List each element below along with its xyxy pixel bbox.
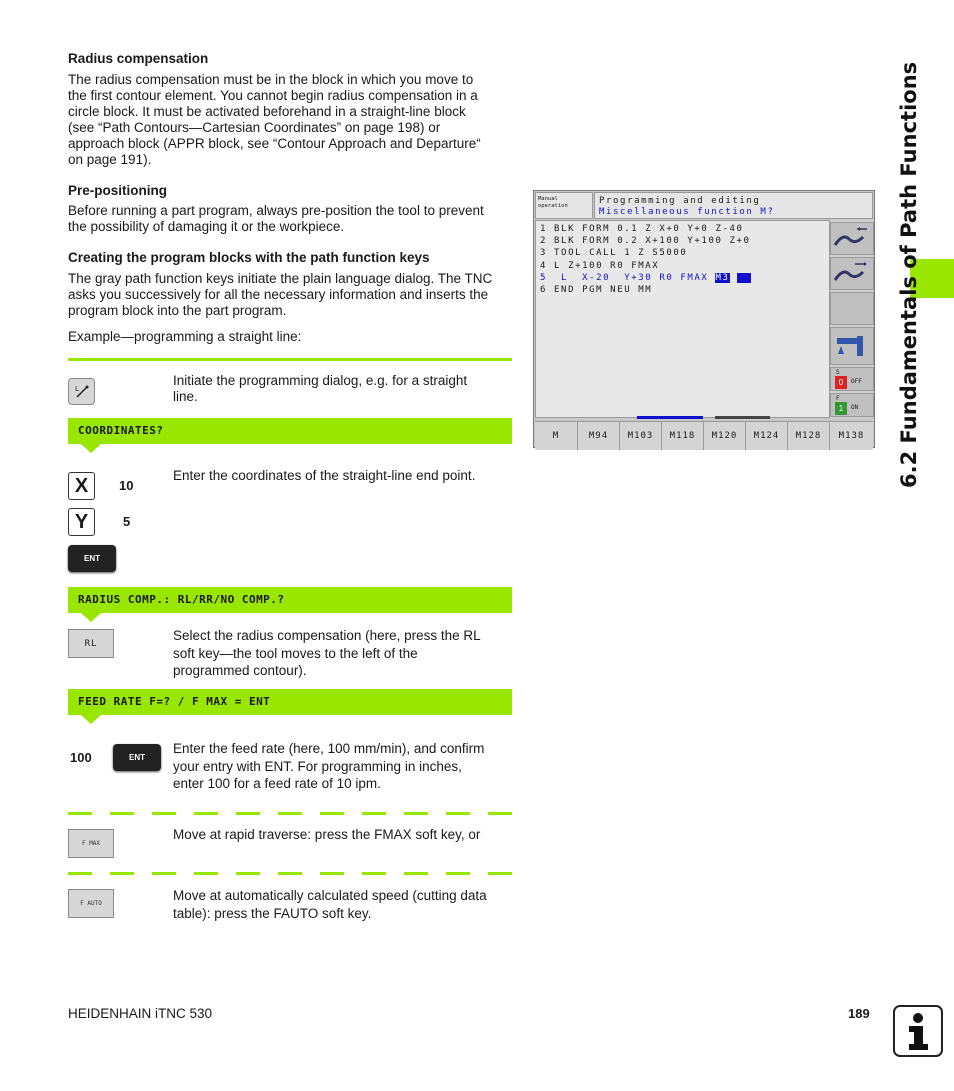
tnc-screen xyxy=(533,190,875,448)
radius-prompt: RADIUS COMP.: RL/RR/NO COMP.? xyxy=(68,587,512,613)
ent-key[interactable]: ENT xyxy=(68,545,116,572)
dashed-divider xyxy=(68,872,512,875)
contour-right-key[interactable] xyxy=(830,257,874,290)
chapter-title: 6.2 Fundamentals of Path Functions xyxy=(897,61,921,488)
creating-paragraph: The gray path function keys initiate the plain language dialog. The TNC asks you successively for all the necessary information and inserts the program block into the part program. xyxy=(68,271,493,318)
rl-text: Select the radius compensation (here, press the RL soft key—the tool moves to the left of the programmed contour). xyxy=(173,628,481,678)
softkey-m[interactable]: M xyxy=(535,422,578,450)
program-line[interactable]: 2 BLK FORM 0.2 X+100 Y+100 Z+0 xyxy=(540,236,751,247)
coordinates-prompt: COORDINATES? xyxy=(68,418,512,444)
progress-marker xyxy=(715,416,770,419)
creating-heading: Creating the program blocks with the path function keys xyxy=(68,250,430,265)
prompt-arrow xyxy=(81,715,101,724)
initiate-text: Initiate the programming dialog, e.g. for a straight line. xyxy=(173,373,468,404)
radius-paragraph: The radius compensation must be in the block in which you move to the first contour element. You cannot begin radius compensation in a circle block. It must be activated beforehand in a straight-line block (see “Path Contours—Cartesian Coordinates” on page 198) or approach block (APPR block, see “Contour Approach and Departure“ on page 191). xyxy=(68,72,481,167)
ent-key[interactable]: ENT xyxy=(113,744,161,771)
path-depart-icon xyxy=(831,258,871,288)
prompt-arrow xyxy=(81,444,101,453)
program-line-active[interactable]: 5 L X-20 Y+30 R0 FMAX M3 xyxy=(540,272,825,284)
footer-left: HEIDENHAIN iTNC 530 xyxy=(68,1006,213,1021)
divider xyxy=(68,358,512,361)
page-number: 189 xyxy=(848,1006,870,1021)
fmax-softkey[interactable]: F MAX xyxy=(68,829,114,858)
program-line[interactable]: 6 END PGM NEU MM xyxy=(540,285,653,296)
spindle-override-key[interactable]: S 0 OFF xyxy=(830,367,874,391)
input-highlight: M3 xyxy=(715,272,730,283)
prepositioning-heading: Pre-positioning xyxy=(68,183,167,198)
example-label: Example—programming a straight line: xyxy=(68,329,302,344)
fauto-softkey[interactable]: F AUTO xyxy=(68,889,114,918)
contour-left-key[interactable] xyxy=(830,222,874,255)
coord-text: Enter the coordinates of the straight-line end point. xyxy=(173,468,476,483)
feed-prompt: FEED RATE F=? / F MAX = ENT xyxy=(68,689,512,715)
program-line[interactable]: 4 L Z+100 R0 FMAX xyxy=(540,260,660,271)
rl-softkey[interactable]: RL xyxy=(68,629,114,658)
progress-marker xyxy=(637,416,703,419)
radius-heading: Radius compensation xyxy=(68,51,209,66)
feed-text: Enter the feed rate (here, 100 mm/min), and confirm your entry with ENT. For programming in inches, enter 100 for a feed rate of 10 ipm. xyxy=(173,741,485,791)
spindle-off-indicator: 0 xyxy=(835,376,847,389)
softkey-m138[interactable]: M138 xyxy=(838,431,865,441)
softkey-row xyxy=(535,421,873,450)
softkey-m118[interactable]: M118 xyxy=(662,422,704,450)
x-value: 10 xyxy=(119,478,134,493)
feed-value: 100 xyxy=(70,750,92,765)
program-area xyxy=(535,220,830,418)
screen-subtitle: Miscellaneous function M? xyxy=(599,207,775,217)
softkey-m128[interactable]: M128 xyxy=(788,422,830,450)
softkey-m120[interactable]: M120 xyxy=(704,422,746,450)
screen-header xyxy=(594,192,873,219)
mode-indicator: Manual operation xyxy=(535,192,593,219)
feed-override-key[interactable]: F 1 ON xyxy=(830,393,874,417)
screen-title: Programming and editing xyxy=(599,196,761,206)
coolant-icon xyxy=(831,328,871,362)
prompt-arrow xyxy=(81,613,101,622)
softkey-m94[interactable]: M94 xyxy=(578,422,620,450)
dashed-divider xyxy=(68,812,512,815)
prepositioning-paragraph: Before running a part program, always pre-position the tool to prevent the possibility of damaging it or the workpiece. xyxy=(68,203,484,234)
path-approach-icon xyxy=(831,223,871,253)
y-value: 5 xyxy=(123,514,131,529)
program-line[interactable]: 1 BLK FORM 0.1 Z X+0 Y+0 Z-40 xyxy=(540,224,744,234)
straight-line-icon xyxy=(73,383,91,401)
line-path-key[interactable] xyxy=(68,378,95,405)
fauto-text: Move at automatically calculated speed (cutting data table): press the FAUTO soft key. xyxy=(173,888,487,921)
x-axis-key[interactable]: X xyxy=(68,472,95,500)
feed-on-indicator: 1 xyxy=(835,402,847,415)
coolant-key[interactable] xyxy=(830,327,874,365)
info-icon xyxy=(893,1005,943,1057)
fmax-text: Move at rapid traverse: press the FMAX soft key, or xyxy=(173,827,481,842)
vertical-softkey-bar xyxy=(830,220,874,418)
program-line[interactable]: 3 TOOL CALL 1 Z S5000 xyxy=(540,248,688,259)
blank-softkey[interactable] xyxy=(830,292,874,325)
softkey-m103[interactable]: M103 xyxy=(620,422,662,450)
y-axis-key[interactable]: Y xyxy=(68,508,95,536)
svg-text:L: L xyxy=(74,384,79,393)
softkey-m124[interactable]: M124 xyxy=(746,422,788,450)
